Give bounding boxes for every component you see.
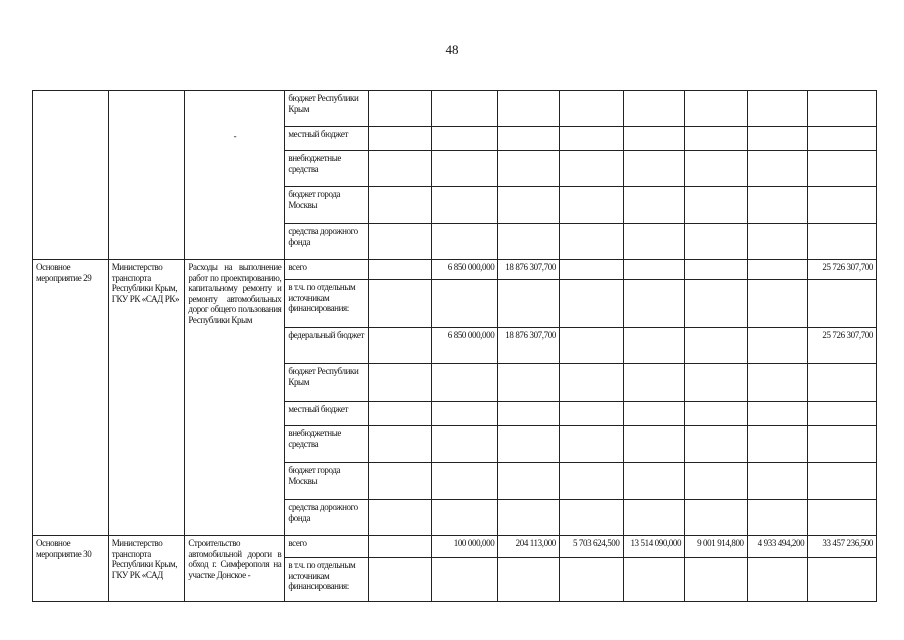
amount-cell xyxy=(369,364,432,402)
funding-source-cell: бюджет города Москвы xyxy=(285,463,369,500)
amount-cell xyxy=(431,151,498,187)
amount-cell xyxy=(431,558,498,602)
funding-source-cell: бюджет Республики Крым xyxy=(285,91,369,127)
amount-cell: 9 001 914,800 xyxy=(685,536,748,558)
amount-cell: 25 726 307,700 xyxy=(808,328,877,364)
amount-cell xyxy=(623,426,685,463)
funding-source-cell: федеральный бюджет xyxy=(285,328,369,364)
amount-cell xyxy=(685,127,748,151)
amount-cell xyxy=(559,260,623,280)
amount-cell xyxy=(747,280,808,328)
description-cell: Расходы на выполнение работ по проектированию, капитальному ремонту и ремонту автомобильных дорог общего пользования Республики Крым xyxy=(185,260,285,536)
description-cell: Строительство автомобильной дороги в обход г. Симферополя на участке Донское - xyxy=(185,536,285,602)
amount-cell xyxy=(498,558,560,602)
amount-cell xyxy=(808,558,877,602)
amount-cell xyxy=(559,280,623,328)
amount-cell xyxy=(747,91,808,127)
amount-cell: 18 876 307,700 xyxy=(498,260,560,280)
amount-cell xyxy=(431,224,498,260)
amount-cell xyxy=(559,402,623,426)
amount-cell xyxy=(431,364,498,402)
amount-cell xyxy=(431,91,498,127)
amount-cell xyxy=(685,558,748,602)
amount-cell xyxy=(685,91,748,127)
funding-source-cell: средства дорожного фонда xyxy=(285,500,369,536)
amount-cell xyxy=(431,280,498,328)
amount-cell xyxy=(808,364,877,402)
continuation-mark: - xyxy=(233,131,237,141)
funding-source-cell: бюджет Республики Крым xyxy=(285,364,369,402)
amount-cell xyxy=(685,328,748,364)
amount-cell xyxy=(808,127,877,151)
amount-cell xyxy=(623,151,685,187)
amount-cell: 6 850 000,000 xyxy=(431,328,498,364)
amount-cell xyxy=(623,328,685,364)
amount-cell xyxy=(498,364,560,402)
amount-cell xyxy=(623,91,685,127)
amount-cell xyxy=(747,151,808,187)
amount-cell xyxy=(808,187,877,224)
funding-source-cell: бюджет города Москвы xyxy=(285,187,369,224)
amount-cell xyxy=(685,426,748,463)
amount-cell xyxy=(747,402,808,426)
amount-cell xyxy=(369,500,432,536)
amount-cell xyxy=(747,328,808,364)
amount-cell xyxy=(369,260,432,280)
amount-cell xyxy=(559,328,623,364)
amount-cell xyxy=(559,187,623,224)
amount-cell xyxy=(431,463,498,500)
amount-cell xyxy=(623,500,685,536)
amount-cell xyxy=(559,426,623,463)
amount-cell: 100 000,000 xyxy=(431,536,498,558)
amount-cell xyxy=(369,91,432,127)
amount-cell xyxy=(685,260,748,280)
table-body xyxy=(33,91,877,602)
executor-cell: Министерство транспорта Республики Крым, ГКУ РК «САД xyxy=(108,536,185,602)
amount-cell xyxy=(498,224,560,260)
amount-cell xyxy=(808,224,877,260)
amount-cell xyxy=(808,500,877,536)
amount-cell xyxy=(747,224,808,260)
table-row xyxy=(33,260,877,280)
amount-cell: 25 726 307,700 xyxy=(808,260,877,280)
table-row xyxy=(33,91,877,127)
amount-cell xyxy=(685,463,748,500)
funding-source-cell: местный бюджет xyxy=(285,127,369,151)
amount-cell xyxy=(369,224,432,260)
amount-cell xyxy=(369,127,432,151)
amount-cell xyxy=(498,426,560,463)
amount-cell xyxy=(369,187,432,224)
amount-cell xyxy=(747,426,808,463)
amount-cell xyxy=(559,91,623,127)
amount-cell xyxy=(623,558,685,602)
amount-cell xyxy=(685,151,748,187)
amount-cell: 6 850 000,000 xyxy=(431,260,498,280)
amount-cell xyxy=(431,500,498,536)
amount-cell xyxy=(559,500,623,536)
amount-cell: 18 876 307,700 xyxy=(498,328,560,364)
amount-cell xyxy=(369,280,432,328)
amount-cell xyxy=(747,463,808,500)
amount-cell: 4 933 494,200 xyxy=(747,536,808,558)
amount-cell xyxy=(623,127,685,151)
amount-cell xyxy=(808,91,877,127)
amount-cell xyxy=(559,224,623,260)
amount-cell xyxy=(498,187,560,224)
amount-cell xyxy=(623,224,685,260)
table-row xyxy=(33,536,877,558)
amount-cell xyxy=(623,280,685,328)
amount-cell xyxy=(623,364,685,402)
page-number: 48 xyxy=(445,42,459,57)
amount-cell xyxy=(431,402,498,426)
budget-table xyxy=(32,90,877,602)
amount-cell xyxy=(747,500,808,536)
description-cell xyxy=(185,91,285,260)
amount-cell xyxy=(559,151,623,187)
amount-cell xyxy=(808,426,877,463)
amount-cell xyxy=(623,187,685,224)
amount-cell: 33 457 236,500 xyxy=(808,536,877,558)
amount-cell xyxy=(369,536,432,558)
amount-cell xyxy=(747,558,808,602)
amount-cell xyxy=(808,463,877,500)
funding-source-cell: всего xyxy=(285,260,369,280)
amount-cell xyxy=(747,364,808,402)
amount-cell xyxy=(498,402,560,426)
amount-cell xyxy=(685,187,748,224)
amount-cell xyxy=(369,463,432,500)
amount-cell xyxy=(685,364,748,402)
amount-cell xyxy=(747,260,808,280)
measure-name-cell: Основное мероприятие 30 xyxy=(33,536,109,602)
amount-cell xyxy=(369,328,432,364)
amount-cell xyxy=(559,558,623,602)
amount-cell xyxy=(431,187,498,224)
amount-cell xyxy=(498,151,560,187)
funding-source-cell: средства дорожного фонда xyxy=(285,224,369,260)
funding-source-cell: всего xyxy=(285,536,369,558)
amount-cell xyxy=(685,224,748,260)
amount-cell xyxy=(685,500,748,536)
amount-cell xyxy=(369,151,432,187)
amount-cell xyxy=(623,260,685,280)
amount-cell: 13 514 090,000 xyxy=(623,536,685,558)
measure-name-cell: Основное мероприятие 29 xyxy=(33,260,109,536)
funding-source-cell: внебюджетные средства xyxy=(285,426,369,463)
funding-source-cell: внебюджетные средства xyxy=(285,151,369,187)
amount-cell xyxy=(431,127,498,151)
amount-cell xyxy=(685,280,748,328)
amount-cell xyxy=(623,402,685,426)
amount-cell xyxy=(498,463,560,500)
amount-cell xyxy=(498,127,560,151)
measure-name-cell xyxy=(33,91,109,260)
amount-cell xyxy=(498,280,560,328)
amount-cell xyxy=(808,151,877,187)
amount-cell xyxy=(747,187,808,224)
funding-source-cell: в т.ч. по отдельным источникам финансирования: xyxy=(285,558,369,602)
amount-cell xyxy=(808,280,877,328)
funding-source-cell: в т.ч. по отдельным источникам финансирования: xyxy=(285,280,369,328)
funding-source-cell: местный бюджет xyxy=(285,402,369,426)
amount-cell: 5 703 624,500 xyxy=(559,536,623,558)
amount-cell xyxy=(559,463,623,500)
executor-cell: Министерство транспорта Республики Крым, ГКУ РК «САД РК» xyxy=(108,260,185,536)
amount-cell xyxy=(369,402,432,426)
amount-cell xyxy=(747,127,808,151)
amount-cell xyxy=(559,364,623,402)
amount-cell: 204 113,000 xyxy=(498,536,560,558)
amount-cell xyxy=(498,500,560,536)
amount-cell xyxy=(559,127,623,151)
executor-cell xyxy=(108,91,185,260)
amount-cell xyxy=(623,463,685,500)
amount-cell xyxy=(498,91,560,127)
amount-cell xyxy=(369,558,432,602)
amount-cell xyxy=(808,402,877,426)
amount-cell xyxy=(685,402,748,426)
amount-cell xyxy=(369,426,432,463)
amount-cell xyxy=(431,426,498,463)
